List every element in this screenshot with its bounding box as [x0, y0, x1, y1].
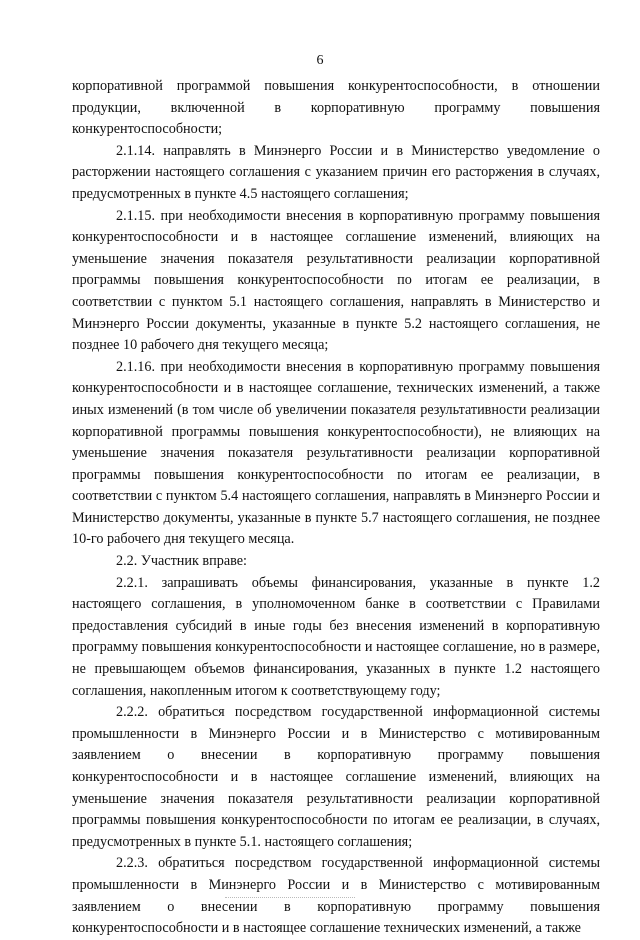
paragraph: 2.2.2. обратиться посредством государственной информационной системы промышленности в Минэнерго России и в Министерство с мотивированным заявлением о внесении в корпоративную программу повышения конкурентоспособности и в настоящее соглашение изменений, влияющих на уменьшение значения показателя результативности реализации корпоративной программы повышения конкурентоспособности по итогам ее реализации, в случаях, предусмотренных в пункте 5.1. настоящего соглашения; — [72, 704, 600, 850]
paragraph: 2.2.1. запрашивать объемы финансирования, указанные в пункте 1.2 настоящего соглашения, в уполномоченном банке в соответствии с Правилами предоставления субсидий в иные годы без внесения изменений в корпоративную программу повышения конкурентоспособности и настоящее соглашение, но в размере, не превышающем объемов финансирования, указанных в пункте 1.2 настоящего соглашения, накопленным итогом к соответствующему году; — [72, 574, 600, 699]
document-body — [72, 76, 600, 940]
page-number: 6 — [316, 53, 324, 68]
paragraph: корпоративной программой повышения конкурентоспособности, в отношении продукции, включенной в корпоративную программу повышения конкурентоспособности; — [72, 78, 600, 138]
paragraph: 2.1.14. направлять в Минэнерго России и в Министерство уведомление о расторжении настоящего соглашения с указанием причин его расторжения в случаях, предусмотренных в пункте 4.5 настоящего соглашения; — [72, 142, 600, 202]
paragraph: 2.2. Участник вправе: — [116, 553, 247, 570]
scan-artifact — [225, 897, 355, 899]
paragraph: 2.2.3. обратиться посредством государственной информационной системы промышленности в Минэнерго России и в Министерство с мотивированным заявлением о внесении в корпоративную программу повышения конкурентоспособности и в настоящее соглашение технических изменений, а также — [72, 855, 600, 937]
paragraph: 2.1.15. при необходимости внесения в корпоративную программу повышения конкурентоспособности и в настоящее соглашение изменений, влияющих на уменьшение значения показателя результативности реализации корпоративной программы повышения конкурентоспособности по итогам ее реализации, в соответствии с пунктом 5.1 настоящего соглашения, направлять в Министерство и Минэнерго России документы, указанные в пункте 5.2 настоящего соглашения, не позднее 10 рабочего дня текущего месяца; — [72, 207, 600, 354]
paragraph: 2.1.16. при необходимости внесения в корпоративную программу повышения конкурентоспособности и в настоящее соглашение, технических изменений, а также иных изменений (в том числе об увеличении показателя результативности реализации корпоративной программы повышения конкурентоспособности), не влияющих на уменьшение значения показателя результативности реализации корпоративной программы повышения конкурентоспособности по итогам ее реализации, в соответствии с пунктом 5.4 настоящего соглашения, направлять в Минэнерго России и Министерство документы, указанные в пункте 5.7 настоящего соглашения, не позднее 10-го рабочего дня текущего месяца. — [72, 358, 600, 548]
